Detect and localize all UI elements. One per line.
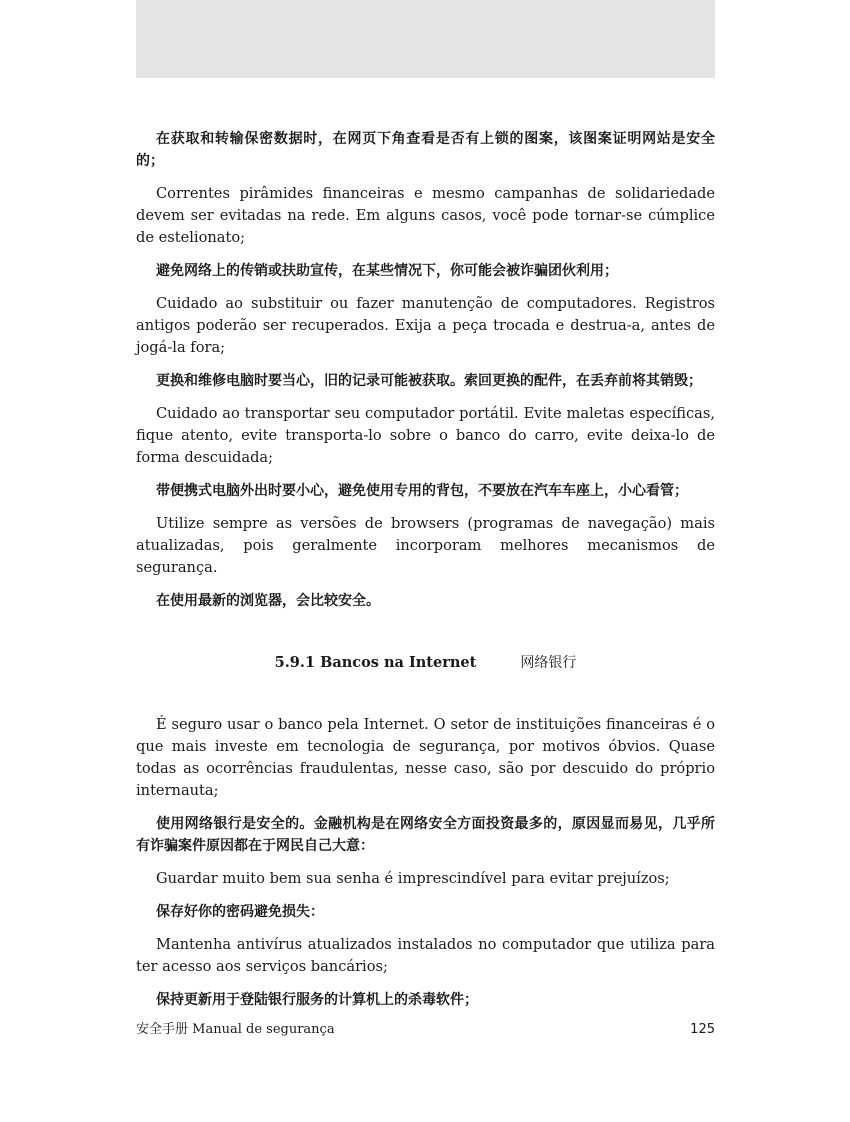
running-title-pt: Manual de segurança xyxy=(192,1022,335,1037)
paragraph-zh: 带便携式电脑外出时要小心，避免使用专用的背包，不要放在汽车车座上，小心看管； xyxy=(156,483,688,499)
paragraph-pt: É seguro usar o banco pela Internet. O setor de instituições financeiras é o que mais investe em tecnologia de segurança, por motivos óbvios. Quase todas as ocorrências fraudulentas, nesse caso, são por descuido do próprio internauta; xyxy=(136,716,715,799)
running-title xyxy=(136,1021,335,1039)
section-title: 5.9.1 Bancos na Internet xyxy=(274,654,477,671)
section-title-zh: 网络银行 xyxy=(520,655,577,671)
page-footer xyxy=(136,1021,715,1041)
paragraph-pt: Cuidado ao transportar seu computador portátil. Evite maletas específicas, fique atento, evite transporta-lo sobre o banco do carro, evite deixa-lo de forma descuidada; xyxy=(136,405,715,466)
paragraph-pt: Correntes pirâmides financeiras e mesmo campanhas de solidariedade devem ser evitadas na rede. Em alguns casos, você pode tornar-se cúmplice de estelionato; xyxy=(136,185,715,246)
page-body xyxy=(136,128,715,1011)
paragraph-zh: 在获取和转输保密数据时，在网页下角查看是否有上锁的图案，该图案证明网站是安全的； xyxy=(136,131,715,169)
section-heading xyxy=(136,652,715,674)
paragraph-zh: 保持更新用于登陆银行服务的计算机上的杀毒软件； xyxy=(156,992,478,1008)
paragraph-pt: Guardar muito bem sua senha é imprescindível para evitar prejuízos; xyxy=(156,870,670,887)
paragraph-zh: 使用网络银行是安全的。金融机构是在网络安全方面投资最多的，原因显而易见，几乎所有诈骗案件原因都在于网民自己大意： xyxy=(136,816,715,854)
paragraph-zh: 更换和维修电脑时要当心，旧的记录可能被获取。索回更换的配件，在丢弃前将其销毁； xyxy=(156,373,702,389)
paragraph-pt: Mantenha antivírus atualizados instalados no computador que utiliza para ter acesso aos serviços bancários; xyxy=(136,936,715,975)
paragraph-pt: Cuidado ao substituir ou fazer manutenção de computadores. Registros antigos poderão ser recuperados. Exija a peça trocada e destrua-a, antes de jogá-la fora; xyxy=(136,295,715,356)
paragraph-zh: 在使用最新的浏览器，会比较安全。 xyxy=(156,593,380,609)
paragraph-zh: 避免网络上的传销或扶助宣传，在某些情况下，你可能会被诈骗团伙利用； xyxy=(156,263,618,279)
header-image-placeholder xyxy=(136,0,715,78)
page-number: 125 xyxy=(690,1022,715,1037)
running-title-zh: 安全手册 xyxy=(136,1022,189,1037)
paragraph-pt: Utilize sempre as versões de browsers (programas de navegação) mais atualizadas, pois geralmente incorporam melhores mecanismos de segurança. xyxy=(136,515,715,576)
paragraph-zh: 保存好你的密码避免损失： xyxy=(156,904,324,920)
